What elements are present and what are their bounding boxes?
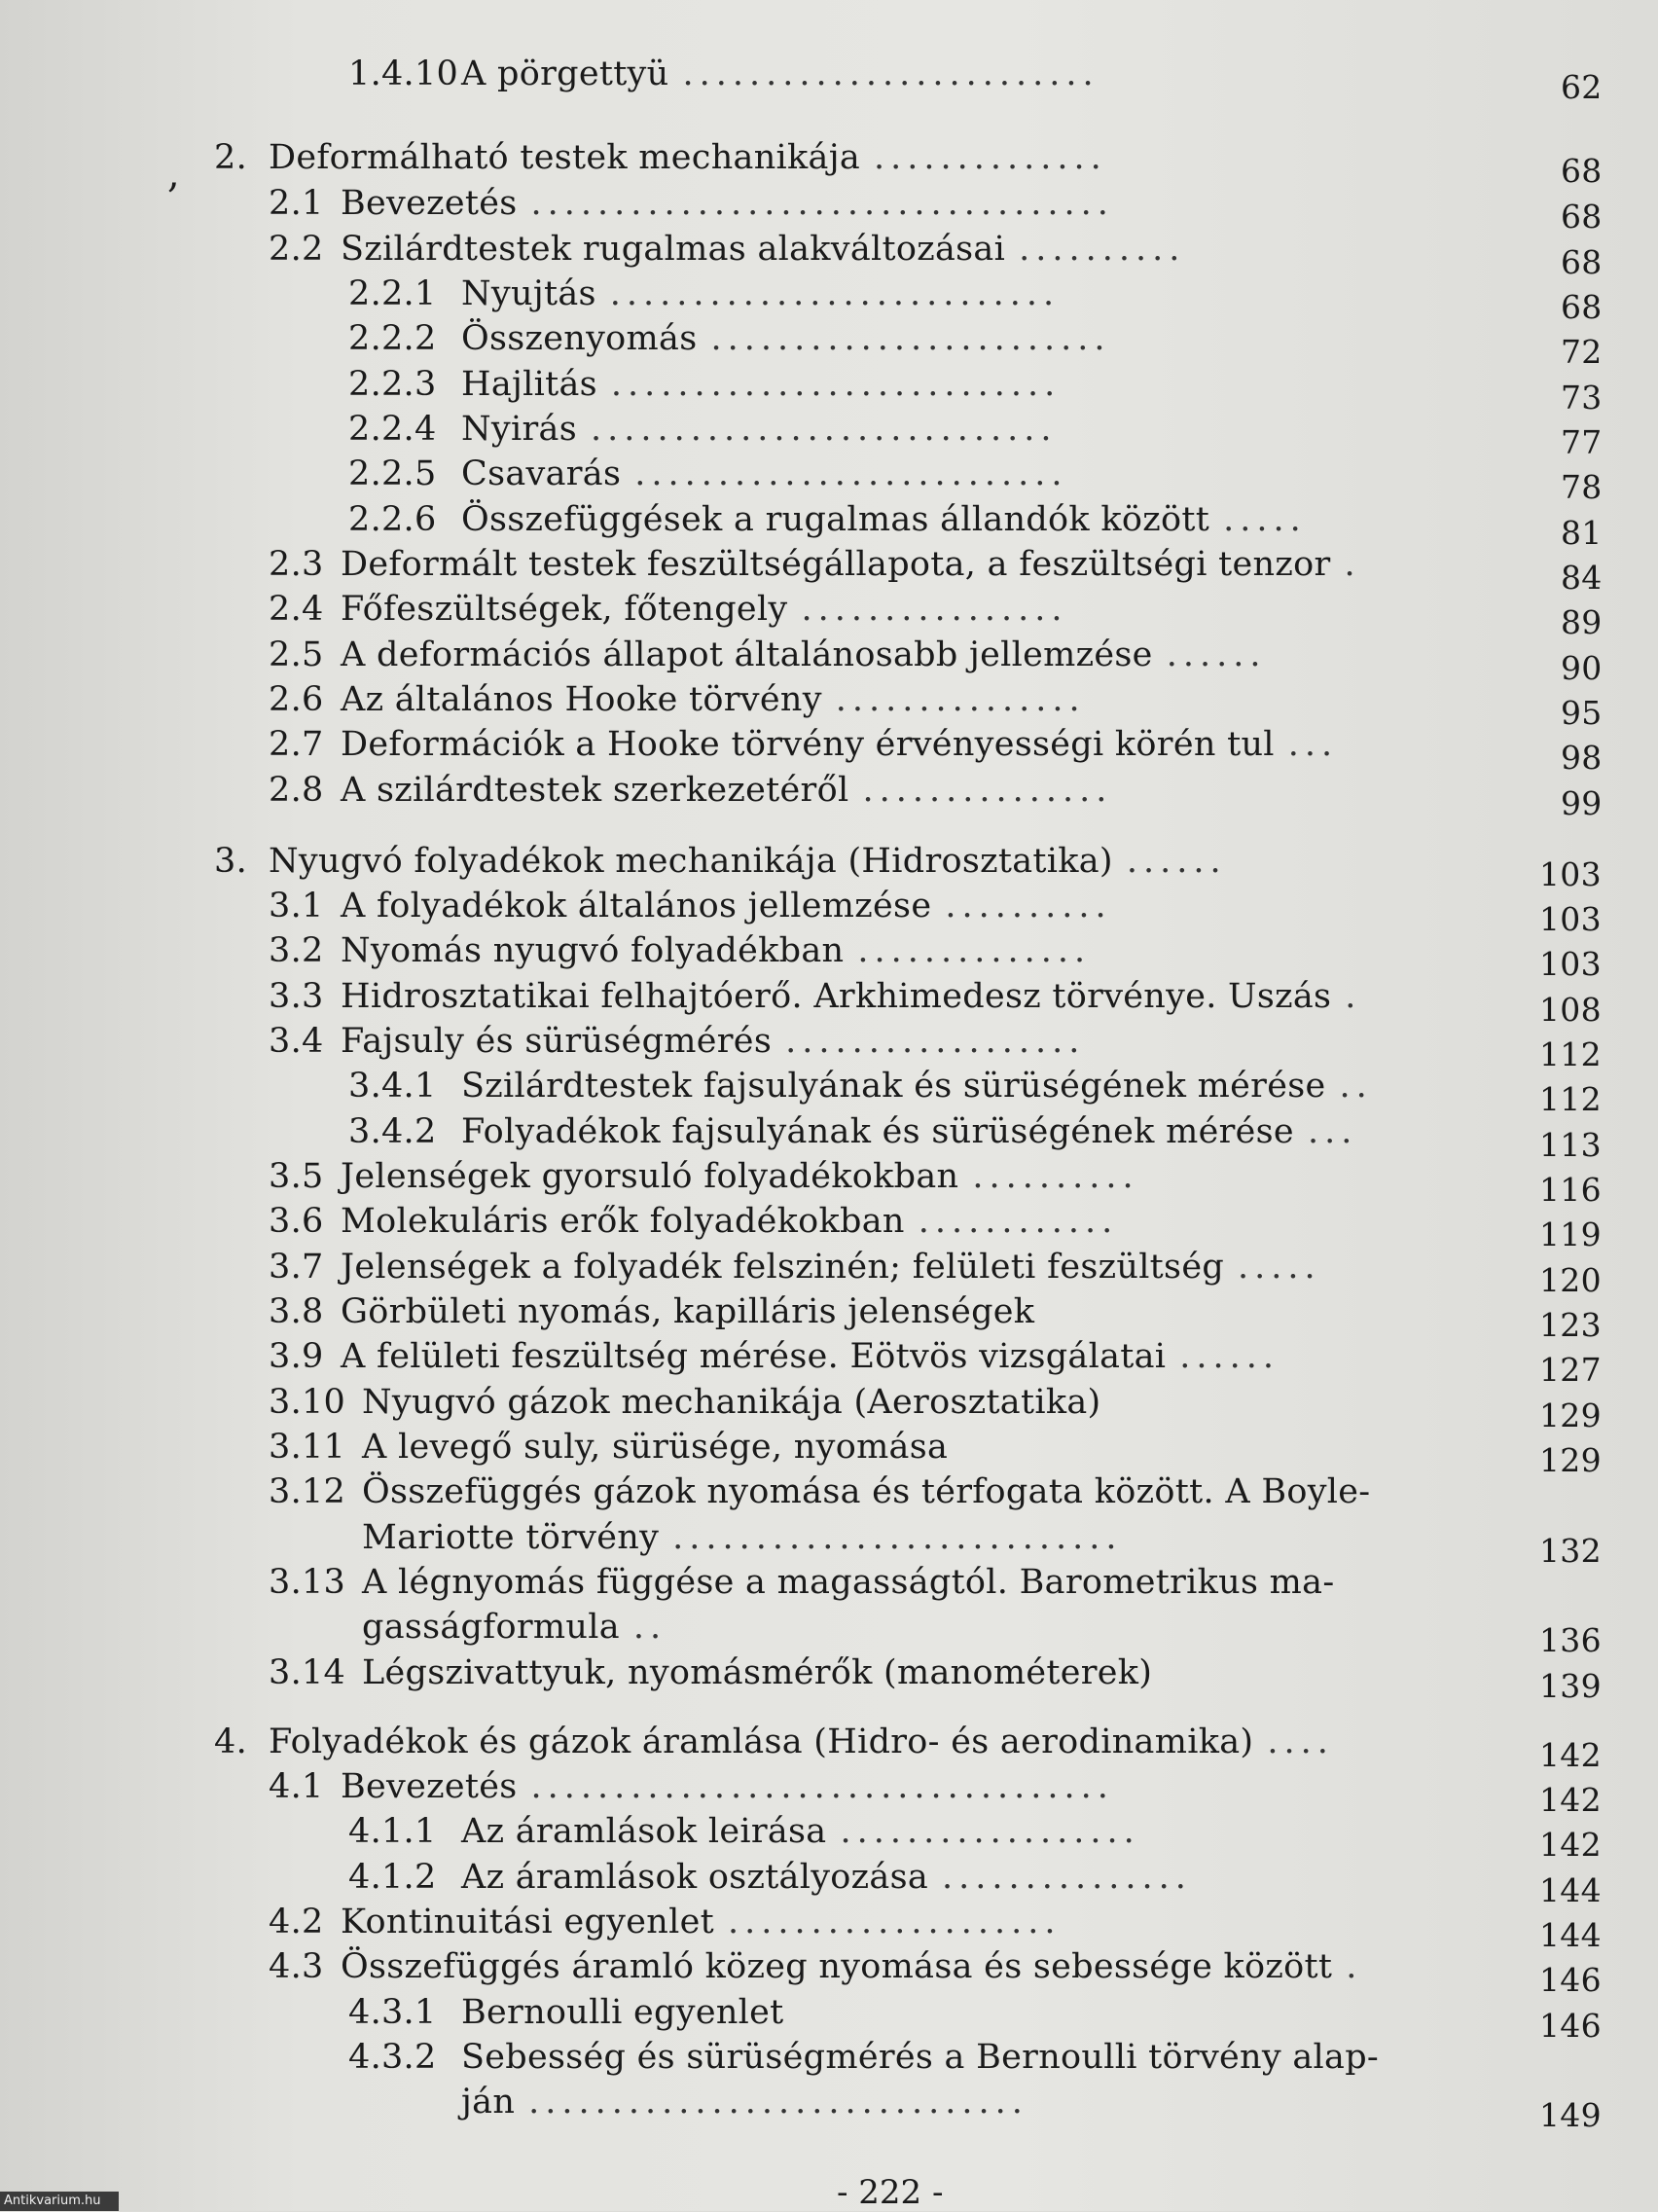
toc-entry-page-number: 84: [1561, 559, 1603, 597]
toc-entry-page-number: 149: [1539, 2096, 1602, 2134]
toc-entry-number: 3.3: [269, 977, 324, 1016]
toc-entry-title: [341, 182, 1114, 225]
toc-entry-title-text: Hidrosztatikai felhajtóerő. Arkhimedesz törvénye. Uszás: [341, 977, 1332, 1016]
toc-entry-title-text: ján: [461, 2083, 516, 2121]
toc-entry-page-number: 113: [1539, 1126, 1602, 1164]
toc-entry-number: 2.1: [269, 184, 324, 223]
toc-entry-title: [461, 1991, 784, 2034]
toc-entry-leader-dots: ......: [1166, 635, 1267, 674]
toc-entry-title-text: A szilárdtestek szerkezetéről: [341, 771, 849, 810]
toc-entry-number: 2.2.5: [348, 454, 437, 493]
toc-entry-number: 3.: [214, 842, 247, 881]
toc-entry-title: [461, 1110, 1357, 1153]
toc-entry-leader-dots: ................: [801, 590, 1068, 629]
toc-entry-leader-dots: ....: [1267, 1722, 1334, 1761]
toc-entry-page-number: 78: [1561, 468, 1603, 506]
toc-entry-title-text: A légnyomás függése a magasságtól. Barometrikus ma-: [362, 1563, 1335, 1602]
toc-entry-title: [461, 498, 1307, 541]
toc-entry-title: [362, 1381, 1100, 1424]
toc-entry-page-number: 103: [1539, 855, 1602, 893]
toc-entry-page-number: 112: [1539, 1035, 1602, 1073]
toc-entry-number: 3.6: [269, 1202, 324, 1241]
toc-entry-title: [362, 1561, 1334, 1604]
toc-entry-number: 3.2: [269, 931, 324, 970]
toc-entry-title-text: Deformálható testek mechanikája: [269, 138, 861, 177]
toc-entry-leader-dots: ...................................: [530, 184, 1114, 223]
toc-entry-leader-dots: .....: [1238, 1248, 1321, 1287]
toc-entry-title: [341, 769, 1112, 812]
toc-entry-title-text: Görbületi nyomás, kapilláris jelenségek: [341, 1292, 1035, 1331]
toc-entry-title-text: A folyadékok általános jellemzése: [341, 887, 932, 925]
toc-entry-title-text: Folyadékok fajsulyának és sürüségének mérése: [461, 1112, 1294, 1151]
toc-entry-page-number: 142: [1539, 1736, 1602, 1774]
toc-entry-leader-dots: ........................: [710, 319, 1111, 358]
toc-entry-number: 3.1: [269, 887, 324, 925]
toc-entry-title-text: Hajlitás: [461, 365, 597, 404]
toc-entry-number: 2.5: [269, 635, 324, 674]
toc-entry-title-text: Összenyomás: [461, 319, 698, 358]
toc-entry-number: 4.1: [269, 1767, 324, 1806]
toc-entry-title-text: Sebesség és sürüségmérés a Bernoulli törvény alap-: [461, 2038, 1380, 2077]
toc-entry-leader-dots: ..: [1339, 1067, 1373, 1106]
toc-entry-title-text: Az áramlások osztályozása: [461, 1858, 928, 1897]
toc-entry-title-text: Összefüggés gázok nyomása és térfogata között. A Boyle-: [362, 1472, 1371, 1511]
toc-entry-leader-dots: ...: [1307, 1112, 1358, 1151]
toc-entry-page-number: 144: [1539, 1871, 1602, 1909]
watermark-label: Antikvarium.hu: [0, 2192, 119, 2211]
toc-entry-title-text: Szilárdtestek rugalmas alakváltozásai: [341, 230, 1006, 269]
toc-entry-page-number: 123: [1539, 1306, 1602, 1344]
toc-entry-title: [341, 634, 1266, 676]
toc-entry-page-number: 139: [1539, 1667, 1602, 1705]
toc-entry-title: [341, 228, 1185, 271]
toc-entry-number: 2.6: [269, 680, 324, 719]
toc-entry-page-number: 136: [1539, 1621, 1602, 1659]
toc-entry-number: 4.3.1: [348, 1993, 437, 2032]
toc-entry-leader-dots: ...........................: [610, 365, 1062, 404]
toc-entry-number: 1.4.10: [348, 54, 459, 93]
toc-entry-page-number: 98: [1561, 739, 1603, 777]
toc-entry-title: [341, 885, 1112, 927]
toc-entry-page-number: 112: [1539, 1080, 1602, 1118]
toc-entry-page-number: 68: [1561, 288, 1603, 326]
toc-entry-page-number: 142: [1539, 1826, 1602, 1864]
toc-entry-title: [362, 1606, 667, 1649]
toc-entry-title-text: Jelenségek a folyadék felszinén; felületi feszültség: [341, 1248, 1225, 1287]
toc-entry-title-text: Jelenségek gyorsuló folyadékokban: [341, 1157, 959, 1196]
toc-entry-title-text: gasságformula: [362, 1608, 620, 1647]
toc-entry-title-text: Deformált testek feszültségállapota, a feszültségi tenzor: [341, 545, 1331, 584]
toc-entry-number: 2.4: [269, 590, 324, 629]
toc-entry-leader-dots: ..............: [857, 931, 1092, 970]
toc-entry-number: 4.3: [269, 1947, 324, 1986]
toc-entry-leader-dots: .....: [1223, 500, 1307, 539]
toc-entry-title: [461, 272, 1060, 315]
toc-entry-title: [341, 678, 1086, 721]
toc-entry-title: [341, 1901, 1062, 1943]
toc-entry-number: 3.13: [269, 1563, 346, 1602]
toc-entry-title-text: Mariotte törvény: [362, 1518, 660, 1557]
toc-entry-leader-dots: ..............................: [528, 2083, 1028, 2121]
toc-entry-leader-dots: ...: [1287, 725, 1339, 764]
toc-entry-title: [461, 2081, 1028, 2123]
bullet-mark: ,: [167, 152, 180, 197]
toc-entry-title-text: A deformációs állapot általánosabb jellemzése: [341, 635, 1153, 674]
toc-entry-leader-dots: ...........................: [672, 1518, 1123, 1557]
toc-entry-title-text: Légszivattyuk, nyomásmérők (manométerek): [362, 1653, 1153, 1692]
toc-entry-title: [341, 1246, 1321, 1288]
toc-entry-title: [362, 1651, 1152, 1694]
toc-entry-number: 4.1.1: [348, 1812, 437, 1851]
toc-entry-number: 2.: [214, 138, 247, 177]
toc-entry-title-text: Nyomás nyugvó folyadékban: [341, 931, 845, 970]
toc-entry-leader-dots: .........................: [682, 54, 1099, 93]
toc-entry-number: 3.7: [269, 1248, 324, 1287]
toc-entry-title: [341, 723, 1338, 766]
toc-entry-leader-dots: ....................: [728, 1903, 1062, 1941]
toc-entry-title: [341, 1020, 1085, 1063]
toc-entry-title-text: Nyugvó gázok mechanikája (Aerosztatika): [362, 1383, 1101, 1422]
toc-entry-page-number: 62: [1561, 68, 1603, 106]
toc-entry-number: 2.7: [269, 725, 324, 764]
toc-entry-leader-dots: ......: [1126, 842, 1227, 881]
toc-entry-leader-dots: ...............: [942, 1858, 1192, 1897]
toc-entry-page-number: 68: [1561, 243, 1603, 281]
toc-entry-number: 4.: [214, 1722, 247, 1761]
toc-entry-title: [341, 1290, 1034, 1333]
toc-entry-page-number: 68: [1561, 152, 1603, 190]
toc-entry-title: [341, 1155, 1139, 1198]
toc-entry-page-number: 103: [1539, 900, 1602, 938]
toc-entry-number: 2.2.1: [348, 274, 437, 313]
toc-entry-page-number: 81: [1561, 514, 1603, 552]
toc-entry-number: 2.2: [269, 230, 324, 269]
toc-entry-page-number: 73: [1561, 379, 1603, 417]
toc-entry-title: [341, 1945, 1362, 1988]
toc-entry-number: 3.4.1: [348, 1067, 437, 1106]
toc-entry-title-text: Főfeszültségek, főtengely: [341, 590, 788, 629]
toc-entry-number: 3.12: [269, 1472, 346, 1511]
toc-entry-leader-dots: ..................: [840, 1812, 1140, 1851]
toc-entry-title-text: Összefüggés áramló közeg nyomása és sebessége között: [341, 1947, 1333, 1986]
toc-entry-page-number: 127: [1539, 1351, 1602, 1389]
toc-entry-leader-dots: .: [1346, 1947, 1363, 1986]
toc-entry-title: [461, 408, 1057, 451]
toc-entry-title: [269, 136, 1107, 179]
toc-entry-title-text: Csavarás: [461, 454, 622, 493]
toc-entry-title: [461, 1810, 1140, 1853]
toc-entry-leader-dots: ..........: [972, 1157, 1139, 1196]
toc-entry-number: 2.2.6: [348, 500, 437, 539]
toc-entry-number: 2.2.2: [348, 319, 437, 358]
toc-entry-title: [461, 363, 1061, 406]
toc-entry-number: 3.4: [269, 1022, 324, 1061]
toc-entry-number: 3.14: [269, 1653, 346, 1692]
toc-entry-number: 3.4.2: [348, 1112, 437, 1151]
toc-entry-page-number: 103: [1539, 945, 1602, 983]
toc-entry-number: 3.5: [269, 1157, 324, 1196]
toc-entry-page-number: 95: [1561, 694, 1603, 732]
toc-entry-title: [341, 1335, 1280, 1378]
toc-entry-number: 3.11: [269, 1428, 346, 1467]
toc-entry-leader-dots: ............: [918, 1202, 1119, 1241]
toc-entry-title: [461, 53, 1099, 95]
footer-page-number: - 222 -: [837, 2173, 944, 2212]
toc-entry-page-number: 146: [1539, 2007, 1602, 2045]
toc-entry-page-number: 132: [1539, 1532, 1602, 1570]
toc-entry-title: [269, 840, 1227, 883]
toc-entry-page-number: 72: [1561, 333, 1603, 371]
toc-entry-title-text: A pörgettyü: [461, 54, 669, 93]
toc-entry-leader-dots: .: [1345, 977, 1362, 1016]
toc-entry-page-number: 116: [1539, 1171, 1602, 1209]
toc-entry-title: [461, 1065, 1373, 1107]
toc-entry-page-number: 77: [1561, 423, 1603, 461]
toc-entry-leader-dots: ...............: [835, 680, 1086, 719]
toc-entry-title-text: Az áramlások leirása: [461, 1812, 827, 1851]
toc-entry-title: [461, 317, 1111, 360]
toc-entry-leader-dots: ..........: [945, 887, 1112, 925]
toc-entry-title: [341, 543, 1361, 586]
toc-entry-number: 3.10: [269, 1383, 346, 1422]
toc-entry-page-number: 129: [1539, 1396, 1602, 1434]
toc-entry-page-number: 142: [1539, 1781, 1602, 1819]
toc-entry-title-text: Kontinuitási egyenlet: [341, 1903, 714, 1941]
toc-entry-leader-dots: ......: [1179, 1337, 1280, 1376]
toc-entry-title-text: Molekuláris erők folyadékokban: [341, 1202, 905, 1241]
toc-entry-page-number: 90: [1561, 649, 1603, 687]
toc-entry-number: 3.8: [269, 1292, 324, 1331]
toc-entry-title: [341, 1765, 1114, 1808]
toc-entry-leader-dots: ...................................: [530, 1767, 1114, 1806]
toc-entry-leader-dots: ...........................: [609, 274, 1061, 313]
toc-entry-title-text: Fajsuly és sürüségmérés: [341, 1022, 773, 1061]
toc-entry-number: 2.2.3: [348, 365, 437, 404]
toc-entry-title-text: Bernoulli egyenlet: [461, 1993, 784, 2032]
toc-entry-title: [461, 2036, 1379, 2079]
toc-entry-title-text: Bevezetés: [341, 1767, 518, 1806]
toc-entry-title-text: Folyadékok és gázok áramlása (Hidro- és aerodinamika): [269, 1722, 1254, 1761]
toc-entry-title-text: Nyirás: [461, 410, 577, 449]
toc-entry-leader-dots: ..........: [1019, 230, 1186, 269]
toc-entry-title: [362, 1470, 1370, 1513]
toc-entry-page-number: 146: [1539, 1961, 1602, 1999]
toc-entry-page-number: 144: [1539, 1916, 1602, 1954]
toc-entry-title: [461, 1856, 1192, 1899]
toc-entry-title-text: Nyugvó folyadékok mechanikája (Hidrosztatika): [269, 842, 1113, 881]
toc-entry-title: [461, 453, 1067, 495]
toc-entry-title: [341, 929, 1091, 972]
toc-entry-number: 2.2.4: [348, 410, 437, 449]
toc-entry-title-text: Összefüggések a rugalmas állandók között: [461, 500, 1210, 539]
toc-entry-page-number: 129: [1539, 1441, 1602, 1479]
toc-entry-number: 4.2: [269, 1903, 324, 1941]
toc-entry-title: [341, 975, 1361, 1018]
toc-entry-leader-dots: ..: [632, 1608, 667, 1647]
toc-entry-number: 2.3: [269, 545, 324, 584]
toc-entry-page-number: 108: [1539, 991, 1602, 1029]
toc-entry-page-number: 68: [1561, 198, 1603, 236]
toc-entry-page-number: 120: [1539, 1261, 1602, 1299]
toc-entry-number: 3.9: [269, 1337, 324, 1376]
toc-entry-leader-dots: ...............: [862, 771, 1113, 810]
toc-entry-number: 4.3.2: [348, 2038, 437, 2077]
toc-entry-title: [341, 588, 1068, 631]
toc-entry-title-text: Bevezetés: [341, 184, 518, 223]
toc-entry-leader-dots: .: [1344, 545, 1361, 584]
toc-entry-leader-dots: ............................: [590, 410, 1058, 449]
toc-entry-title-text: Szilárdtestek fajsulyának és sürüségének mérése: [461, 1067, 1326, 1106]
toc-entry-leader-dots: ..........................: [634, 454, 1068, 493]
toc-entry-leader-dots: ..................: [785, 1022, 1086, 1061]
toc-entry-number: 2.8: [269, 771, 324, 810]
toc-entry-title-text: Nyujtás: [461, 274, 596, 313]
toc-entry-title: [269, 1721, 1334, 1763]
toc-entry-page-number: 119: [1539, 1215, 1602, 1253]
toc-entry-page-number: 89: [1561, 603, 1603, 641]
toc-entry-page-number: 99: [1561, 784, 1603, 822]
toc-entry-title-text: A felületi feszültség mérése. Eötvös vizsgálatai: [341, 1337, 1167, 1376]
toc-entry-title-text: A levegő suly, sürüsége, nyomása: [362, 1428, 949, 1467]
toc-entry-leader-dots: ..............: [874, 138, 1107, 177]
toc-entry-title-text: Deformációk a Hooke törvény érvényességi körén tul: [341, 725, 1275, 764]
toc-entry-title: [362, 1426, 948, 1469]
toc-entry-number: 4.1.2: [348, 1858, 437, 1897]
toc-entry-title: [341, 1200, 1118, 1243]
toc-entry-title-text: Az általános Hooke törvény: [341, 680, 822, 719]
toc-entry-title: [362, 1516, 1123, 1559]
